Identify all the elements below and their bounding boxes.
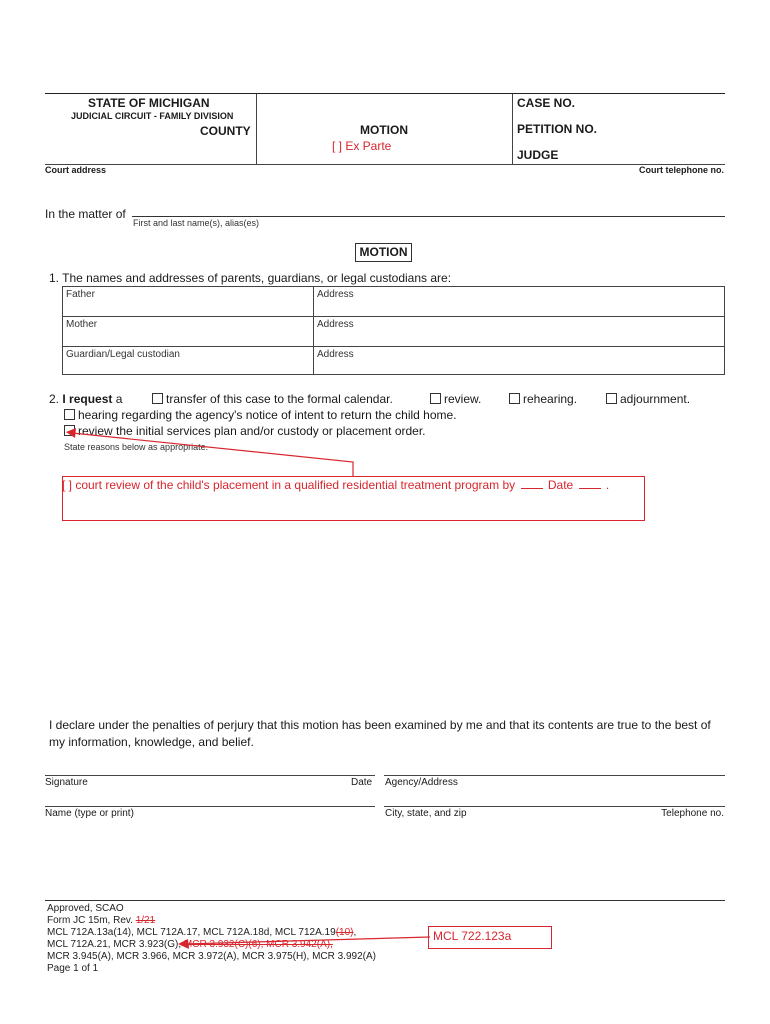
qrtp-text: [ ] court review of the child's placement in a qualified residential treatment program by (62, 478, 516, 492)
mcl-note-box: MCL 722.123a (428, 926, 552, 949)
footer-block (47, 903, 376, 975)
authority-line-3: MCR 3.945(A), MCR 3.966, MCR 3.972(A), MCR 3.975(H), MCR 3.992(A) (47, 951, 376, 962)
court-address-label: Court address (45, 165, 107, 175)
form-rev-struck: 1/21 (135, 915, 156, 926)
reasons-label: State reasons below as appropriate. (64, 442, 209, 452)
date-label: Date (351, 777, 373, 788)
father-label: Father (66, 289, 95, 300)
item2-lead: I request (62, 392, 113, 406)
petition-no-label: PETITION NO. (517, 122, 598, 136)
ex-parte-annotation: [ ] Ex Parte (332, 139, 392, 153)
authority-comma: , (353, 927, 357, 938)
qrtp-blank-2[interactable] (579, 488, 601, 489)
authority-line-2 (47, 939, 376, 951)
adjournment-label: adjournment. (620, 392, 691, 406)
signature-line[interactable] (45, 775, 375, 776)
item1-text: 1. The names and addresses of parents, guardians, or legal custodians are: (49, 271, 452, 285)
city-line[interactable] (384, 806, 725, 807)
hearing-label: hearing regarding the agency's notice of intent to return the child home. (78, 408, 457, 422)
form-title: MOTION (360, 123, 408, 137)
agency-line[interactable] (384, 775, 725, 776)
state-label: STATE OF MICHIGAN (88, 96, 210, 110)
city-label: City, state, and zip (385, 808, 467, 819)
qrtp-arrow-line (72, 433, 353, 476)
qrtp-text-row (62, 478, 609, 492)
guardian-address-label: Address (317, 349, 354, 360)
matter-label: In the matter of (45, 207, 126, 221)
matter-sublabel: First and last name(s), alias(es) (133, 218, 260, 228)
initial-review-label: review the initial services plan and/or custody or placement order. (78, 424, 426, 438)
name-label: Name (type or print) (45, 808, 134, 819)
division-label: JUDICIAL CIRCUIT - FAMILY DIVISION (71, 111, 234, 121)
transfer-label: transfer of this case to the formal calendar. (166, 392, 393, 406)
rehearing-label: rehearing. (523, 392, 578, 406)
form-number: Form JC 15m, Rev. (47, 915, 133, 926)
review-label: review. (444, 392, 482, 406)
county-label: COUNTY (200, 124, 251, 138)
footer-rule (45, 900, 725, 901)
authority-text-1: MCL 712A.13a(14), MCL 712A.17, MCL 712A.18d, MCL 712A.19 (47, 927, 336, 938)
qrtp-period: . (605, 478, 610, 492)
signature-label: Signature (45, 777, 88, 788)
section-title: MOTION (355, 243, 412, 262)
mother-label: Mother (66, 319, 98, 330)
item2-article: a (115, 392, 123, 406)
form-line (47, 915, 376, 927)
name-line[interactable] (45, 806, 375, 807)
qrtp-date-label: Date (547, 478, 574, 492)
qrtp-arrow-head (66, 428, 76, 438)
court-telephone-label: Court telephone no. (639, 165, 724, 175)
item2-number: 2. (49, 392, 60, 406)
guardian-label: Guardian/Legal custodian (66, 349, 180, 360)
approved-line: Approved, SCAO (47, 903, 124, 914)
authority-line-1 (47, 927, 376, 939)
qrtp-blank-1[interactable] (521, 488, 543, 489)
father-address-label: Address (317, 289, 354, 300)
authority-struck-1: (10) (335, 927, 354, 938)
page-number: Page 1 of 1 (47, 963, 99, 974)
agency-label: Agency/Address (385, 777, 458, 788)
judge-label: JUDGE (517, 148, 559, 162)
mother-address-label: Address (317, 319, 354, 330)
authority-struck-2: MCR 3.932(C)(6), MCR 3.942(A), (183, 939, 333, 950)
case-no-label: CASE NO. (517, 96, 576, 110)
telephone-label: Telephone no. (661, 808, 724, 819)
declaration-text: I declare under the penalties of perjury that this motion has been examined by me and that its contents are true to the best of my information, knowledge, and belief. (49, 718, 711, 749)
authority-text-2: MCL 712A.21, MCR 3.923(G), (47, 939, 182, 950)
